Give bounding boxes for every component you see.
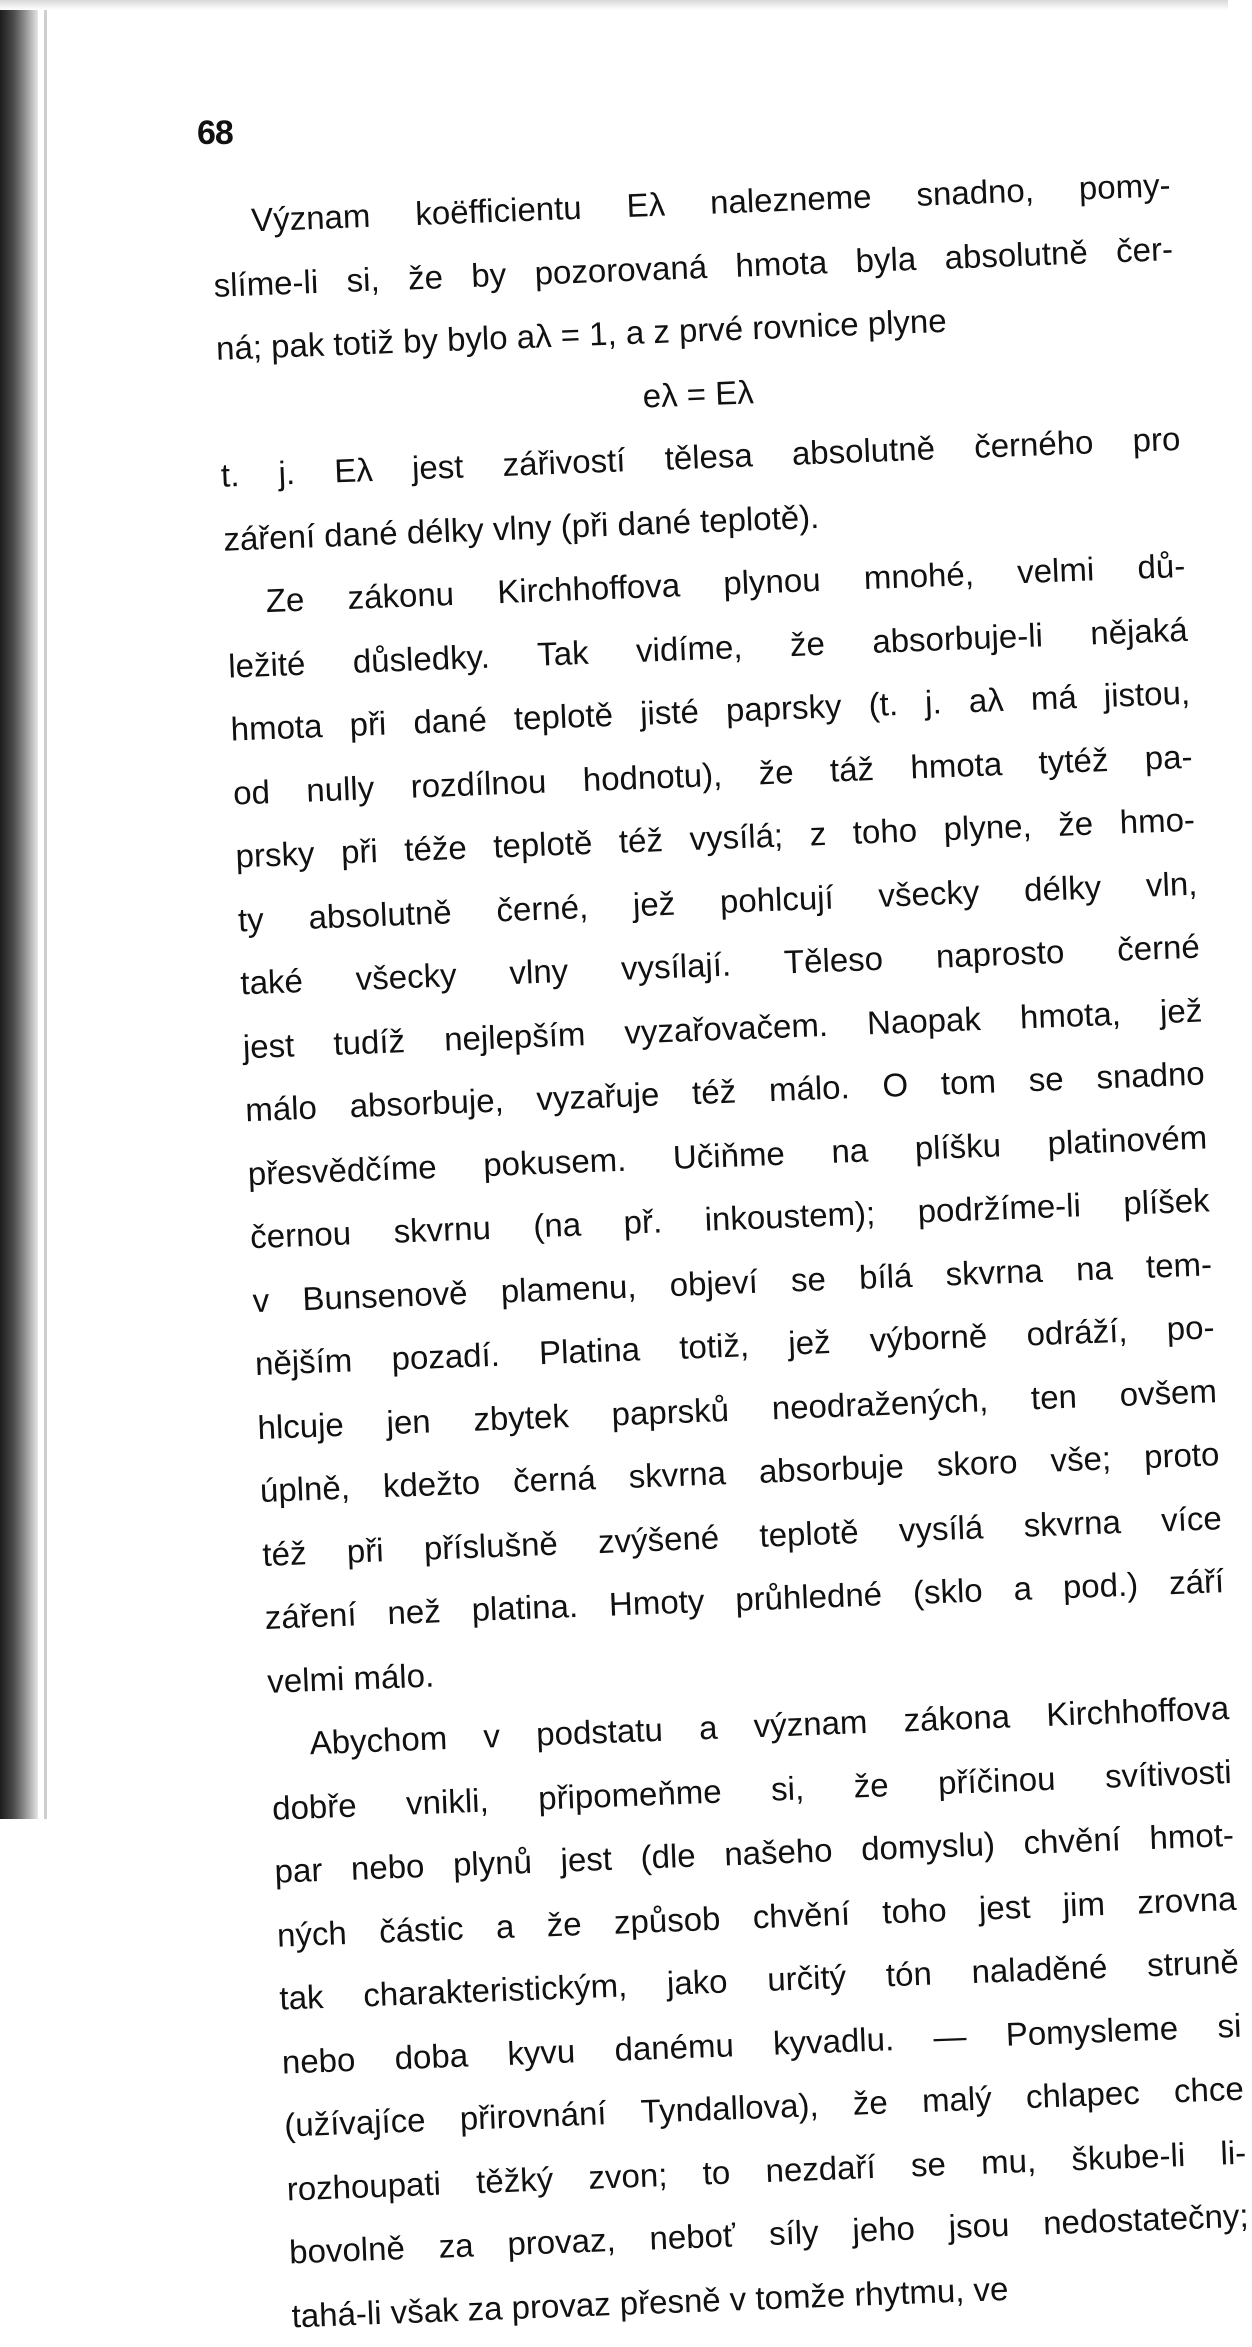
text-line: tak charakteristickým, jako určitý tón naladěné struně <box>278 1942 1240 2017</box>
text-line: Význam koëfficientu Eλ nalezneme snadno, pomy- <box>250 166 1172 239</box>
body-text <box>210 153 1252 2347</box>
text-line: záření než platina. Hmoty průhledné (sklo a pod.) září <box>264 1562 1225 1636</box>
text-line: velmi málo. <box>266 1656 435 1700</box>
text-line: slíme-li si, že by pozorovaná hmota byla absolutně čer- <box>212 229 1174 304</box>
page-binding-line <box>44 0 47 1819</box>
text-line: t. j. Eλ jest zářivostí tělesa absolutně černého pro <box>220 419 1181 494</box>
text-line: ná; pak totiž by bylo aλ = 1, a z prvé rovnice plyne <box>215 301 948 367</box>
text-line: Ze zákonu Kirchhoffova plynou mnohé, velmi dů- <box>265 546 1186 620</box>
page-top-edge-shadow <box>0 0 1228 10</box>
text-line: Abychom v podstatu a význam zákona Kirchhoffova <box>308 1689 1230 1762</box>
text-line: ty absolutně černé, jež pohlcují všecky délky vln, <box>237 864 1198 938</box>
text-line: černou skvrnu (na př. inkoustem); podržíme-li plíšek <box>249 1181 1211 1256</box>
text-line: málo absorbuje, vyzařuje též málo. O tom se snadno <box>244 1054 1206 1129</box>
text-line: par nebo plynů jest (dle našeho domyslu) chvění hmot- <box>273 1815 1235 1890</box>
text-line: tahá-li však za provaz přesně v tomže rhytmu, ve <box>290 2269 1009 2334</box>
text-line: přesvědčíme pokusem. Učiňme na plíšku platinovém <box>247 1117 1208 1192</box>
equation-line: eλ = Eλ <box>641 372 755 415</box>
text-line: také všecky vlny vysílají. Těleso naprosto černé <box>239 927 1201 1002</box>
text-line: též při příslušně zvýšené teplotě vysílá skvrna více <box>261 1498 1223 1573</box>
text-line: jest tudíž nejlepším vyzařovačem. Naopak hmota, jež <box>242 991 1203 1065</box>
text-line: rozhoupati těžký zvon; to nezdaří se mu, škube-li li- <box>286 2133 1247 2208</box>
text-line: od nully rozdílnou hodnotu), že táž hmota tytéž pa- <box>232 737 1194 812</box>
text-line: nebo doba kyvu danému kyvadlu. — Pomysleme si <box>281 2006 1242 2081</box>
text-line: dobře vnikli, připomeňme si, že příčinou svítivosti <box>271 1752 1233 1827</box>
page-number: 68 <box>197 114 233 152</box>
text-line: úplně, kdežto černá skvrna absorbuje skoro vše; proto <box>259 1435 1220 1510</box>
text-line: záření dané délky vlny (při dané teplotě). <box>222 497 820 558</box>
text-line: ležité důsledky. Tak vidíme, že absorbuje-li nějaká <box>227 610 1189 685</box>
page-left-edge-shadow <box>0 0 38 1819</box>
text-line: prsky při téže teplotě též vysílá; z toho plyne, že hmo- <box>234 800 1196 875</box>
text-line: ných částic a že způsob chvění toho jest jim zrovna <box>276 1879 1238 1954</box>
text-line: hmota při dané teplotě jisté paprsky (t. j. aλ má jistou, <box>230 673 1191 748</box>
text-line: (užívajíce přirovnání Tyndallova), že malý chlapec chce <box>283 2069 1245 2144</box>
text-line: bovolně za provaz, neboť síly jeho jsou nedostatečny; <box>288 2196 1250 2271</box>
text-line: nějším pozadí. Platina totiž, jež výborně odráží, po- <box>254 1308 1216 1383</box>
text-line: hlcuje jen zbytek paprsků neodražených, ten ovšem <box>256 1371 1218 1446</box>
text-line: v Bunsenově plamenu, objeví se bílá skvrna na tem- <box>251 1244 1213 1319</box>
